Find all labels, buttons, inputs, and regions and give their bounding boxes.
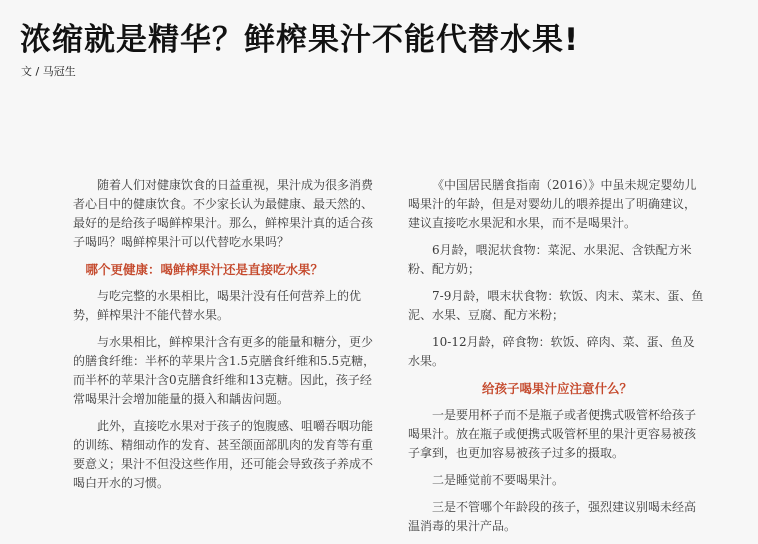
paragraph: 二是睡觉前不要喝果汁。 (432, 473, 565, 487)
paragraph: 随着人们对健康饮食的日益重视，果汁成为很多消费者心目中的健康饮食。不少家长认为最健康、最天然的、最好的是给孩子喝鲜榨果汁。那么，鲜榨果汁真的适合孩子喝吗？喝鲜榨果汁可以代替吃水果吗？ (73, 178, 374, 249)
paragraph: 此外，直接吃水果对于孩子的饱腹感、咀嚼吞咽功能的训练、精细动作的发育、甚至颌面部肌肉的发育等有重要意义；果汁不但没这些作用，还可能会导致孩子养成不喝白开水的习惯。 (73, 419, 374, 490)
section-heading: 哪个更健康：喝鲜榨果汁还是直接吃水果？ (85, 262, 324, 277)
paragraph: 与吃完整的水果相比，喝果汁没有任何营养上的优势，鲜榨果汁不能代替水果。 (73, 289, 362, 322)
paragraph: 《中国居民膳食指南（2016）》中虽未规定婴幼儿喝果汁的年龄，但是对婴幼儿的喂养提出了明确建议，建议直接吃水果泥和水果，而不是喝果汁。 (408, 178, 697, 230)
paragraph: 一是要用杯子而不是瓶子或者便携式吸管杯给孩子喝果汁。放在瓶子或便携式吸管杯里的果汁更容易被孩子拿到，也更加容易被孩子过多的摄取。 (408, 408, 697, 460)
paragraph: 7-9月龄，喂末状食物：软饭、肉末、菜末、蛋、鱼泥、水果、豆腐、配方米粉； (408, 289, 704, 322)
paragraph: 三是不管哪个年龄段的孩子，强烈建议别喝未经高温消毒的果汁产品。 (408, 500, 697, 533)
article-title: 浓缩就是精华？鲜榨果汁不能代替水果! (20, 22, 580, 58)
paragraph: 6月龄，喂泥状食物：菜泥、水果泥、含铁配方米粉、配方奶； (408, 243, 692, 276)
section-heading: 给孩子喝果汁应注意什么？ (481, 381, 632, 396)
paragraph: 10-12月龄，碎食物：软饭、碎肉、菜、蛋、鱼及水果。 (408, 335, 695, 368)
right-column (408, 176, 706, 544)
paragraph: 与水果相比，鲜榨果汁含有更多的能量和糖分，更少的膳食纤维：半杯的苹果片含1.5克膳食纤维和5.5克糖，而半杯的苹果汁含0克膳食纤维和13克糖。因此，孩子经常喝果汁会增加能量的摄入和龋齿问题。 (73, 335, 376, 406)
left-column (73, 176, 382, 501)
article-byline: 文 / 马冠生 (21, 65, 76, 78)
